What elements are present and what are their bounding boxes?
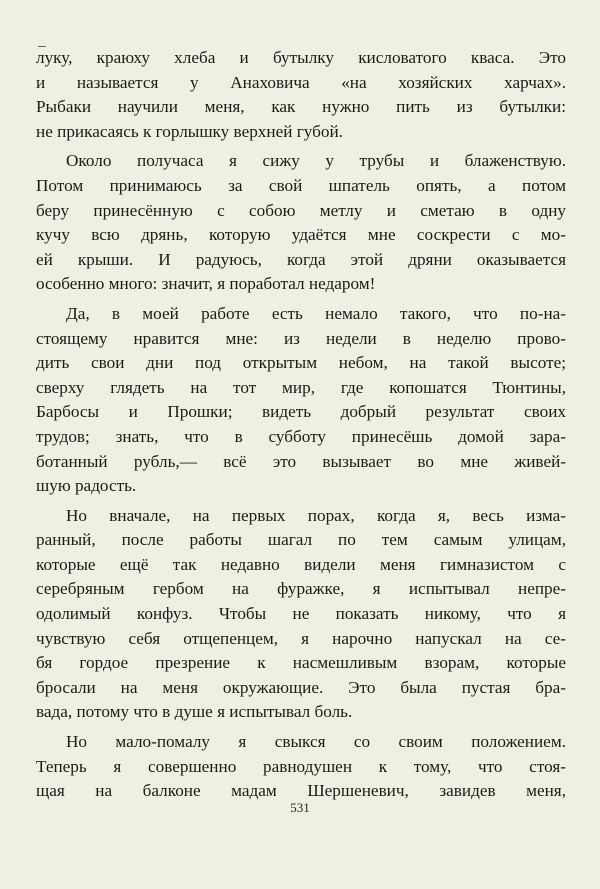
text-line: шую радость. [36, 476, 137, 496]
paragraph-5 [36, 730, 566, 804]
text-line: бросали на меня окружающие. Это была пустая бра- [36, 677, 566, 697]
text-line: Рыбаки научили меня, как нужно пить из бутылки: [36, 97, 566, 117]
text-line: и называется у Анаховича «на хозяйских харчах». [36, 72, 566, 92]
text-line: бя гордое презрение к насмешливым взорам, которые [36, 653, 566, 673]
body-text [36, 46, 566, 809]
text-line: ей крыши. И радуюсь, когда этой дряни оказывается [36, 249, 566, 269]
text-line: особенно много: значит, я поработал недаром! [36, 274, 376, 294]
text-line: трудов; знать, что в субботу принесёшь домой зара- [36, 426, 566, 446]
text-line: ботанный рубль,— всё это вызывает во мне живей- [36, 451, 566, 471]
text-line: чувствую себя отщепенцем, я нарочно напускал на се- [36, 628, 566, 648]
text-line: щая на балконе мадам Шершеневич, завидев меня, [36, 781, 566, 801]
text-line: ранный, после работы шагал по тем самым улицам, [36, 530, 566, 550]
text-line: Да, в моей работе есть немало такого, что по-на- [66, 303, 566, 323]
text-line: Около получаса я сижу у трубы и блаженствую. [66, 151, 566, 171]
text-line: Теперь я совершенно равнодушен к тому, что стоя- [36, 756, 566, 776]
text-line: серебряным гербом на фуражке, я испытывал непре- [36, 579, 566, 599]
text-line: вада, потому что в душе я испытывал боль. [36, 702, 353, 722]
text-line: дить свои дни под открытым небом, на такой высоте; [36, 353, 566, 373]
text-line: Барбосы и Прошки; видеть добрый результат своих [36, 402, 566, 422]
page-number: 531 [290, 800, 310, 815]
text-line: кучу всю дрянь, которую удаётся мне соскрести с мо- [36, 225, 566, 245]
text-line: стоящему нравится мне: из недели в неделю прово- [36, 328, 566, 348]
text-line: сверху глядеть на тот мир, где копошатся Тюнтины, [36, 377, 566, 397]
text-line: одолимый конфуз. Чтобы не показать никому, что я [36, 604, 566, 624]
text-line: луку, краюху хлеба и бутылку кисловатого кваса. Это [36, 48, 566, 67]
text-line: Но мало-помалу я свыкся со своим положением. [66, 732, 566, 752]
paragraph-1 [36, 46, 566, 144]
text-line: Но вначале, на первых порах, когда я, весь изма- [66, 505, 566, 525]
text-line: Потом принимаюсь за свой шпатель опять, а потом [36, 175, 566, 195]
text-line: которые ещё так недавно видели меня гимназистом с [36, 554, 566, 574]
paragraph-4 [36, 504, 566, 725]
text-line: беру принесённую с собою метлу и сметаю в одну [36, 200, 566, 220]
paragraph-3 [36, 302, 566, 499]
text-line: не прикасаясь к горлышку верхней губой. [36, 121, 343, 141]
paragraph-2 [36, 149, 566, 297]
